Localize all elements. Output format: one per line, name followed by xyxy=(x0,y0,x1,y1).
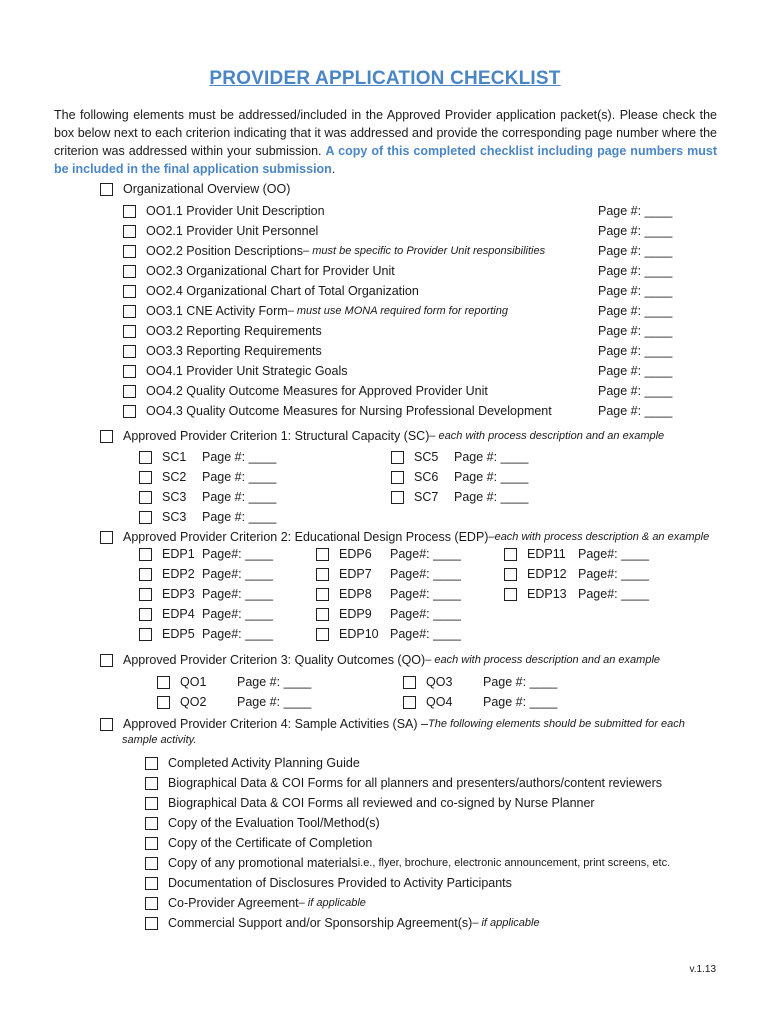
edp-item-checkbox[interactable] xyxy=(504,548,517,561)
edp-item xyxy=(504,585,649,603)
oo-item-page-field[interactable]: Page #: ____ xyxy=(598,244,673,258)
oo-item xyxy=(123,242,545,260)
edp-item-checkbox[interactable] xyxy=(316,568,329,581)
edp-section-note: –each with process description & an example xyxy=(488,531,710,543)
sc-item xyxy=(391,448,528,466)
qo-item-code: QO2 xyxy=(180,695,207,709)
edp-item-checkbox[interactable] xyxy=(139,608,152,621)
sc-item-page-field[interactable]: Page #: ____ xyxy=(454,470,529,484)
edp-item-code: EDP6 xyxy=(339,547,372,561)
oo-item xyxy=(123,202,325,220)
edp-item-page-field[interactable]: Page#: ____ xyxy=(578,547,649,561)
sa-item-label: Biographical Data & COI Forms all reviewed and co-signed by Nurse Planner xyxy=(168,796,595,810)
sa-item-label: Copy of any promotional materials xyxy=(168,856,358,870)
edp-item-checkbox[interactable] xyxy=(504,568,517,581)
oo-item-page-field[interactable]: Page #: ____ xyxy=(598,344,673,358)
oo-item-page-field[interactable]: Page #: ____ xyxy=(598,364,673,378)
qo-item-checkbox[interactable] xyxy=(403,676,416,689)
oo-item-checkbox[interactable] xyxy=(123,285,136,298)
sc-section-label: Approved Provider Criterion 1: Structural Capacity (SC) xyxy=(123,429,430,443)
edp-item-code: EDP4 xyxy=(162,607,195,621)
oo-item xyxy=(123,222,318,240)
edp-item-code: EDP13 xyxy=(527,587,567,601)
oo-item xyxy=(123,382,488,400)
sc-item-code: SC2 xyxy=(162,470,187,484)
edp-item-page-field[interactable]: Page#: ____ xyxy=(390,547,461,561)
sc-section-note: – each with process description and an example xyxy=(429,430,665,442)
oo-item-page-field[interactable]: Page #: ____ xyxy=(598,404,673,418)
oo-item-page-field[interactable]: Page #: ____ xyxy=(598,204,673,218)
edp-item-code: EDP5 xyxy=(162,627,195,641)
edp-section-label: Approved Provider Criterion 2: Educational Design Process (EDP) xyxy=(123,530,489,544)
oo-item-page-field[interactable]: Page #: ____ xyxy=(598,264,673,278)
page-title: PROVIDER APPLICATION CHECKLIST xyxy=(209,68,561,89)
edp-item-code: EDP7 xyxy=(339,567,372,581)
edp-item xyxy=(316,625,461,643)
sc-item-checkbox[interactable] xyxy=(391,451,404,464)
sa-section-header xyxy=(100,715,685,733)
sc-item-code: SC3 xyxy=(162,490,187,504)
qo-item-page-field[interactable]: Page #: ____ xyxy=(483,675,558,689)
oo-item-page-field[interactable]: Page #: ____ xyxy=(598,284,673,298)
edp-item xyxy=(139,545,273,563)
edp-item-code: EDP12 xyxy=(527,567,567,581)
edp-item-page-field[interactable]: Page#: ____ xyxy=(390,587,461,601)
sa-section-note: The following elements should be submitted for each xyxy=(428,718,685,730)
oo-item xyxy=(123,282,419,300)
qo-item-page-field[interactable]: Page #: ____ xyxy=(237,695,312,709)
edp-item-page-field[interactable]: Page#: ____ xyxy=(202,607,273,621)
sa-item-checkbox[interactable] xyxy=(145,837,158,850)
sa-item-checkbox[interactable] xyxy=(145,897,158,910)
sc-section-header xyxy=(100,427,664,445)
edp-item-code: EDP9 xyxy=(339,607,372,621)
oo-item xyxy=(123,342,322,360)
oo-item-label: OO1.1 Provider Unit Description xyxy=(146,204,325,218)
oo-item-label: OO2.3 Organizational Chart for Provider Unit xyxy=(146,264,395,278)
edp-section-header xyxy=(100,528,709,546)
sc-item-code: SC7 xyxy=(414,490,439,504)
edp-item-page-field[interactable]: Page#: ____ xyxy=(202,627,273,641)
qo-item xyxy=(157,673,311,691)
intro-text: The following elements must be addressed/included in the Approved Provider application packet(s). Please check the box below next to each criterion indicating that it was addressed and provide the corresponding page number where the criterion was addressed within your submission. xyxy=(54,108,717,158)
oo-section-checkbox[interactable] xyxy=(100,183,113,196)
sc-item-page-field[interactable]: Page #: ____ xyxy=(202,510,277,524)
sa-item xyxy=(145,914,540,932)
edp-item-checkbox[interactable] xyxy=(139,568,152,581)
sa-item-checkbox[interactable] xyxy=(145,777,158,790)
edp-item xyxy=(504,565,649,583)
edp-item-code: EDP11 xyxy=(527,547,566,561)
sc-item-page-field[interactable]: Page #: ____ xyxy=(202,490,277,504)
sa-section-checkbox[interactable] xyxy=(100,718,113,731)
edp-item-checkbox[interactable] xyxy=(316,628,329,641)
edp-item-checkbox[interactable] xyxy=(316,608,329,621)
sa-item-checkbox[interactable] xyxy=(145,877,158,890)
sa-item xyxy=(145,754,360,772)
sa-item-checkbox[interactable] xyxy=(145,817,158,830)
sc-item xyxy=(391,488,528,506)
qo-section-header xyxy=(100,651,660,669)
edp-item-page-field[interactable]: Page#: ____ xyxy=(390,567,461,581)
sc-item xyxy=(139,508,276,526)
edp-item xyxy=(504,545,649,563)
sa-item-note: – if applicable xyxy=(472,917,540,929)
oo-section-header xyxy=(100,180,290,198)
qo-item-code: QO1 xyxy=(180,675,207,689)
qo-item xyxy=(157,693,311,711)
edp-item-page-field[interactable]: Page#: ____ xyxy=(390,627,461,641)
oo-item-note: – must be specific to Provider Unit responsibilities xyxy=(303,245,546,257)
sc-item-code: SC3 xyxy=(162,510,187,524)
sc-item-code: SC5 xyxy=(414,450,439,464)
sa-item xyxy=(145,794,595,812)
oo-item-page-field[interactable]: Page #: ____ xyxy=(598,224,673,238)
sa-item xyxy=(145,814,380,832)
sa-item-label: Biographical Data & COI Forms for all planners and presenters/authors/content reviewers xyxy=(168,776,662,790)
oo-item xyxy=(123,262,395,280)
sa-item xyxy=(145,774,662,792)
oo-item-note: – must use MONA required form for reporting xyxy=(287,305,508,317)
intro-highlight: A copy of this completed checklist including page numbers must be included in the final application submission xyxy=(54,144,717,176)
edp-item-checkbox[interactable] xyxy=(504,588,517,601)
edp-item-checkbox[interactable] xyxy=(139,628,152,641)
sa-section-note-continued: sample activity. xyxy=(122,734,197,746)
edp-item-code: EDP10 xyxy=(339,627,379,641)
oo-item-checkbox[interactable] xyxy=(123,205,136,218)
edp-item-checkbox[interactable] xyxy=(316,548,329,561)
oo-item-label: OO3.1 CNE Activity Form xyxy=(146,304,288,318)
sc-item-checkbox[interactable] xyxy=(139,511,152,524)
edp-item xyxy=(316,585,461,603)
sc-item-checkbox[interactable] xyxy=(391,471,404,484)
sa-item-checkbox[interactable] xyxy=(145,857,158,870)
edp-item xyxy=(316,545,461,563)
oo-item-checkbox[interactable] xyxy=(123,245,136,258)
sa-item-label: Copy of the Certificate of Completion xyxy=(168,836,373,850)
sc-item-page-field[interactable]: Page #: ____ xyxy=(202,470,277,484)
qo-item xyxy=(403,693,557,711)
edp-item-checkbox[interactable] xyxy=(139,548,152,561)
oo-item-label: OO4.1 Provider Unit Strategic Goals xyxy=(146,364,348,378)
oo-item-page-field[interactable]: Page #: ____ xyxy=(598,324,673,338)
oo-item-label: OO2.4 Organizational Chart of Total Organization xyxy=(146,284,419,298)
edp-item xyxy=(139,625,273,643)
sa-item xyxy=(145,854,670,872)
sa-item-note: – if applicable xyxy=(298,897,366,909)
oo-item-label: OO4.3 Quality Outcome Measures for Nursing Professional Development xyxy=(146,404,552,418)
sa-item xyxy=(145,894,366,912)
oo-item-checkbox[interactable] xyxy=(123,265,136,278)
qo-section-note: – each with process description and an example xyxy=(425,654,661,666)
sa-item-checkbox[interactable] xyxy=(145,757,158,770)
qo-section-label: Approved Provider Criterion 3: Quality Outcomes (QO) xyxy=(123,653,426,667)
sc-item-code: SC6 xyxy=(414,470,439,484)
oo-item-checkbox[interactable] xyxy=(123,385,136,398)
sc-item-checkbox[interactable] xyxy=(139,471,152,484)
edp-item xyxy=(139,605,273,623)
qo-item-checkbox[interactable] xyxy=(157,696,170,709)
sc-item-checkbox[interactable] xyxy=(391,491,404,504)
sc-item-page-field[interactable]: Page #: ____ xyxy=(202,450,277,464)
oo-item-checkbox[interactable] xyxy=(123,305,136,318)
sa-item-label: Documentation of Disclosures Provided to Activity Participants xyxy=(168,876,512,890)
sc-item xyxy=(391,468,528,486)
oo-item-checkbox[interactable] xyxy=(123,325,136,338)
oo-section-label: Organizational Overview (OO) xyxy=(123,182,291,196)
edp-item-code: EDP3 xyxy=(162,587,195,601)
sa-item-checkbox[interactable] xyxy=(145,797,158,810)
edp-item xyxy=(139,565,273,583)
oo-item-checkbox[interactable] xyxy=(123,405,136,418)
qo-item-page-field[interactable]: Page #: ____ xyxy=(483,695,558,709)
oo-item-label: OO3.2 Reporting Requirements xyxy=(146,324,322,338)
intro-paragraph xyxy=(54,106,717,178)
sa-item-label: Completed Activity Planning Guide xyxy=(168,756,360,770)
edp-item-code: EDP1 xyxy=(162,547,195,561)
qo-section-checkbox[interactable] xyxy=(100,654,113,667)
edp-item xyxy=(139,585,273,603)
sc-item-checkbox[interactable] xyxy=(139,491,152,504)
edp-item-checkbox[interactable] xyxy=(316,588,329,601)
sa-item xyxy=(145,834,372,852)
sc-item-checkbox[interactable] xyxy=(139,451,152,464)
edp-item-code: EDP8 xyxy=(339,587,372,601)
qo-item-checkbox[interactable] xyxy=(157,676,170,689)
sa-item-detail: i.e., flyer, brochure, electronic announcement, print screens, etc. xyxy=(357,857,671,869)
sc-item xyxy=(139,488,276,506)
edp-item-page-field[interactable]: Page#: ____ xyxy=(578,567,649,581)
oo-item xyxy=(123,322,322,340)
sa-item-checkbox[interactable] xyxy=(145,917,158,930)
oo-item-label: OO2.2 Position Descriptions xyxy=(146,244,304,258)
edp-item-code: EDP2 xyxy=(162,567,195,581)
qo-item-page-field[interactable]: Page #: ____ xyxy=(237,675,312,689)
edp-item-checkbox[interactable] xyxy=(139,588,152,601)
oo-item-checkbox[interactable] xyxy=(123,225,136,238)
oo-item-checkbox[interactable] xyxy=(123,365,136,378)
oo-item-label: OO4.2 Quality Outcome Measures for Approved Provider Unit xyxy=(146,384,488,398)
intro-end: . xyxy=(331,162,336,176)
oo-item xyxy=(123,302,508,320)
edp-item-page-field[interactable]: Page#: ____ xyxy=(578,587,649,601)
sa-item-label: Co-Provider Agreement xyxy=(168,896,299,910)
qo-item xyxy=(403,673,557,691)
sa-item xyxy=(145,874,512,892)
sc-item-code: SC1 xyxy=(162,450,187,464)
sc-section-checkbox[interactable] xyxy=(100,430,113,443)
sa-section-label: Approved Provider Criterion 4: Sample Activities (SA) – xyxy=(123,717,428,731)
edp-section-checkbox[interactable] xyxy=(100,531,113,544)
sc-item xyxy=(139,448,276,466)
qo-item-code: QO4 xyxy=(426,695,453,709)
edp-item-page-field[interactable]: Page#: ____ xyxy=(202,587,273,601)
edp-item xyxy=(316,605,461,623)
edp-item-page-field[interactable]: Page#: ____ xyxy=(202,567,273,581)
sc-item-page-field[interactable]: Page #: ____ xyxy=(454,450,529,464)
edp-item xyxy=(316,565,461,583)
oo-item xyxy=(123,362,347,380)
sc-item-page-field[interactable]: Page #: ____ xyxy=(454,490,529,504)
oo-item-label: OO2.1 Provider Unit Personnel xyxy=(146,224,319,238)
sc-item xyxy=(139,468,276,486)
oo-item xyxy=(123,402,552,420)
sa-item-label: Copy of the Evaluation Tool/Method(s) xyxy=(168,816,380,830)
oo-item-page-field[interactable]: Page #: ____ xyxy=(598,384,673,398)
sa-item-label: Commercial Support and/or Sponsorship Agreement(s) xyxy=(168,916,473,930)
edp-item-page-field[interactable]: Page#: ____ xyxy=(202,547,273,561)
edp-item-page-field[interactable]: Page#: ____ xyxy=(390,607,461,621)
oo-item-checkbox[interactable] xyxy=(123,345,136,358)
oo-item-label: OO3.3 Reporting Requirements xyxy=(146,344,322,358)
oo-item-page-field[interactable]: Page #: ____ xyxy=(598,304,673,318)
qo-item-checkbox[interactable] xyxy=(403,696,416,709)
version-label: v.1.13 xyxy=(689,964,716,975)
qo-item-code: QO3 xyxy=(426,675,453,689)
